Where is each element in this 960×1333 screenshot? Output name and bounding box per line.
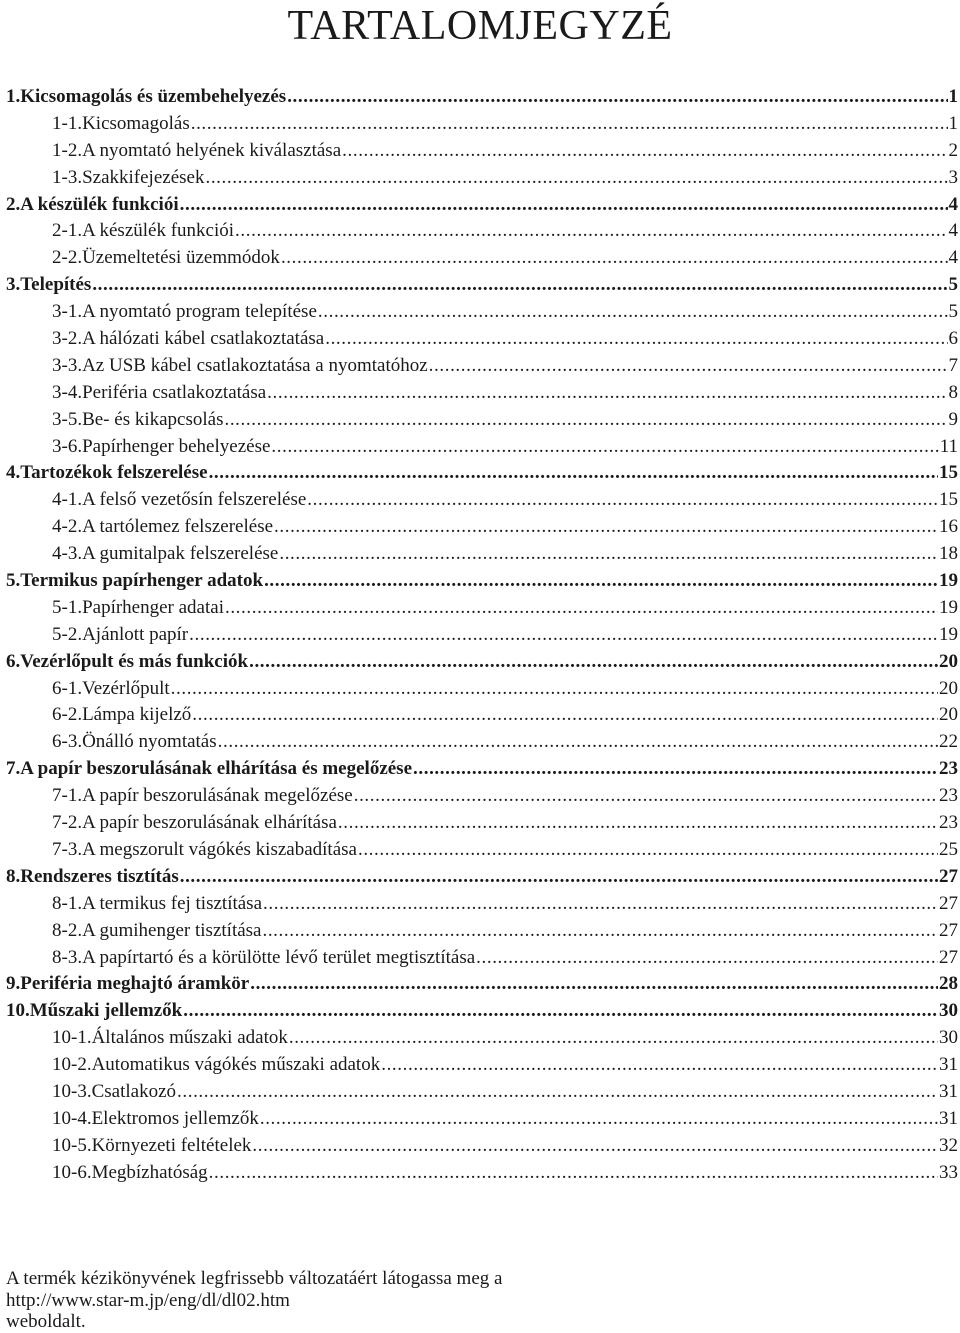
toc-section-row[interactable]	[6, 514, 958, 541]
toc-dot-leader	[318, 299, 948, 326]
toc-entry-number: 3-1.	[52, 301, 83, 323]
toc-dot-leader	[281, 245, 948, 272]
toc-entry-label: Műszaki jellemzők	[29, 1000, 183, 1022]
toc-dot-leader	[92, 272, 947, 299]
footer-line-1: A termék kézikönyvének legfrissebb változatáért látogassa meg a	[6, 1268, 503, 1289]
toc-entry-number: 5-1.	[52, 596, 83, 618]
footer-line-3: weboldalt.	[6, 1311, 86, 1333]
toc-section-row[interactable]	[6, 541, 958, 568]
toc-chapter-row[interactable]	[6, 998, 958, 1025]
toc-page-number: 8	[948, 381, 958, 403]
toc-entry-number: 4-3.	[52, 543, 83, 565]
toc-dot-leader	[189, 622, 938, 649]
toc-dot-leader	[271, 434, 938, 461]
toc-entry-label: Termikus papírhenger adatok	[20, 570, 264, 592]
toc-section-row[interactable]	[6, 487, 958, 514]
toc-chapter-row[interactable]	[6, 971, 958, 998]
toc-page-number: 30	[939, 1000, 958, 1022]
toc-entry-number: 6-2.	[52, 704, 83, 726]
toc-page-number: 19	[939, 623, 958, 645]
toc-section-row[interactable]	[6, 837, 958, 864]
toc-dot-leader	[180, 192, 948, 219]
toc-section-row[interactable]	[6, 299, 958, 326]
toc-entry-number: 7-3.	[52, 838, 83, 860]
toc-dot-leader	[274, 514, 938, 541]
toc-section-row[interactable]	[6, 622, 958, 649]
toc-page-number: 23	[939, 812, 958, 834]
toc-dot-leader	[235, 218, 947, 245]
toc-page-number: 6	[948, 328, 958, 350]
toc-entry-number: 5.	[6, 570, 21, 592]
toc-page-number: 33	[939, 1161, 958, 1183]
toc-page-number: 5	[948, 274, 958, 296]
toc-page-number: 23	[939, 758, 958, 780]
toc-entry-label: Szakkifejezések	[82, 166, 205, 188]
toc-dot-leader	[218, 729, 938, 756]
toc-page-number: 1	[948, 112, 958, 134]
toc-entry-label: Automatikus vágókés műszaki adatok	[91, 1054, 381, 1076]
toc-page-number: 27	[939, 865, 958, 887]
toc-dot-leader	[354, 783, 938, 810]
toc-entry-number: 8-1.	[52, 892, 83, 914]
toc-entry-number: 7.	[6, 758, 21, 780]
toc-page-number: 9	[948, 408, 958, 430]
toc-dot-leader	[250, 971, 938, 998]
toc-section-row[interactable]	[6, 165, 958, 192]
toc-dot-leader	[338, 810, 938, 837]
toc-chapter-row[interactable]	[6, 756, 958, 783]
toc-entry-label: Általános műszaki adatok	[91, 1027, 288, 1049]
toc-entry-label: A nyomtató program telepítése	[82, 301, 317, 323]
toc-page-number: 20	[939, 704, 958, 726]
footer-note	[6, 1268, 502, 1333]
toc-section-row[interactable]	[6, 380, 958, 407]
toc-chapter-row[interactable]	[6, 460, 958, 487]
toc-section-row[interactable]	[6, 1079, 958, 1106]
toc-dot-leader	[191, 111, 948, 138]
toc-entry-label: Vezérlőpult és más funkciók	[20, 650, 249, 672]
toc-page-number: 1	[948, 86, 958, 107]
toc-entry-number: 1.	[6, 86, 21, 107]
toc-section-row[interactable]	[6, 1133, 958, 1160]
toc-dot-leader	[264, 568, 938, 595]
toc-entry-label: A hálózati kábel csatlakoztatása	[82, 328, 325, 350]
toc-entry-number: 4-2.	[52, 516, 83, 538]
toc-entry-label: Tartozékok felszerelése	[20, 462, 208, 484]
toc-entry-label: Periféria csatlakoztatása	[82, 381, 267, 403]
toc-section-row[interactable]	[6, 918, 958, 945]
toc-entry-label: Csatlakozó	[91, 1080, 177, 1102]
toc-entry-label: Kicsomagolás és üzembehelyezés	[20, 86, 287, 107]
toc-entry-number: 1-3.	[52, 166, 83, 188]
toc-entry-number: 6-3.	[52, 731, 83, 753]
toc-entry-number: 10-3.	[52, 1080, 92, 1102]
toc-page-number: 4	[948, 193, 958, 215]
toc-section-row[interactable]	[6, 111, 958, 138]
toc-entry-label: Környezeti feltételek	[91, 1134, 252, 1156]
toc-section-row[interactable]	[6, 810, 958, 837]
toc-page-number: 20	[939, 650, 958, 672]
toc-entry-number: 8-3.	[52, 946, 83, 968]
toc-dot-leader	[252, 1133, 938, 1160]
toc-page-number: 2	[948, 139, 958, 161]
toc-entry-number: 10-4.	[52, 1107, 92, 1129]
toc-entry-label: A papír beszorulásának elhárítása és megelőzése	[20, 758, 413, 780]
toc-entry-label: A gumitalpak felszerelése	[82, 543, 279, 565]
toc-entry-number: 5-2.	[52, 623, 83, 645]
toc-entry-label: Elektromos jellemzők	[91, 1107, 259, 1129]
toc-dot-leader	[429, 353, 948, 380]
toc-entry-number: 10-5.	[52, 1134, 92, 1156]
toc-page-number: 31	[939, 1107, 958, 1129]
toc-entry-label: Az USB kábel csatlakoztatása a nyomtatóhoz	[82, 354, 428, 376]
toc-dot-leader	[180, 864, 938, 891]
toc-section-row[interactable]	[6, 245, 958, 272]
toc-entry-number: 7-2.	[52, 812, 83, 834]
toc-entry-label: Periféria meghajtó áramkör	[20, 973, 250, 995]
toc-page-number: 23	[939, 785, 958, 807]
toc-dot-leader	[262, 918, 938, 945]
toc-entry-number: 6.	[6, 650, 21, 672]
toc-entry-number: 1-1.	[52, 112, 83, 134]
toc-entry-label: A tartólemez felszerelése	[82, 516, 274, 538]
toc-entry-label: A megszorult vágókés kiszabadítása	[82, 838, 357, 860]
toc-entry-label: Vezérlőpult	[82, 677, 170, 699]
toc-dot-leader	[413, 756, 938, 783]
toc-entry-number: 3-3.	[52, 354, 83, 376]
toc-page-number: 27	[939, 919, 958, 941]
toc-page-number: 18	[939, 543, 958, 565]
toc-entry-number: 10-6.	[52, 1161, 92, 1183]
toc-entry-label: Telepítés	[20, 274, 92, 296]
toc-page-number: 11	[939, 435, 958, 457]
toc-entry-number: 3-6.	[52, 435, 83, 457]
toc-entry-number: 3.	[6, 274, 21, 296]
toc-entry-label: A termikus fej tisztítása	[82, 892, 263, 914]
toc-page-number: 27	[939, 892, 958, 914]
toc-entry-number: 3-2.	[52, 328, 83, 350]
toc-entry-number: 2.	[6, 193, 21, 215]
toc-entry-label: Üzemeltetési üzemmódok	[82, 247, 280, 269]
toc-entry-label: A papír beszorulásának megelőzése	[82, 785, 353, 807]
toc-page-number: 7	[948, 354, 958, 376]
toc-entry-number: 8.	[6, 865, 21, 887]
toc-page-number: 4	[948, 247, 958, 269]
toc-section-row[interactable]	[6, 326, 958, 353]
toc-dot-leader	[263, 891, 938, 918]
toc-page-number: 19	[939, 570, 958, 592]
toc-dot-leader	[209, 1160, 938, 1187]
toc-chapter-row[interactable]	[6, 568, 958, 595]
toc-dot-leader	[249, 649, 938, 676]
toc-section-row[interactable]	[6, 702, 958, 729]
toc-entry-label: A nyomtató helyének kiválasztása	[82, 139, 342, 161]
toc-page-number: 5	[948, 301, 958, 323]
toc-page-number: 27	[939, 946, 958, 968]
toc-entry-label: Kicsomagolás	[82, 112, 190, 134]
toc-chapter-row[interactable]	[6, 192, 958, 219]
toc-dot-leader	[209, 460, 938, 487]
toc-page-number: 19	[939, 596, 958, 618]
toc-section-row[interactable]	[6, 595, 958, 622]
toc-entry-number: 8-2.	[52, 919, 83, 941]
toc-chapter-row[interactable]	[6, 84, 958, 111]
toc-entry-number: 4.	[6, 462, 21, 484]
toc-entry-label: Megbízhatóság	[91, 1161, 208, 1183]
toc-dot-leader	[279, 541, 938, 568]
toc-section-row[interactable]	[6, 891, 958, 918]
toc-entry-number: 10.	[6, 1000, 30, 1022]
toc-entry-number: 1-2.	[52, 139, 83, 161]
toc-entry-label: A papír beszorulásának elhárítása	[82, 812, 337, 834]
toc-dot-leader	[289, 1025, 938, 1052]
toc-entry-number: 4-1.	[52, 489, 83, 511]
toc-dot-leader	[224, 407, 947, 434]
page-title: TARTALOMJEGYZÉ	[287, 3, 673, 49]
toc-entry-label: Ajánlott papír	[82, 623, 189, 645]
toc-page-number: 25	[939, 838, 958, 860]
toc-section-row[interactable]	[6, 1160, 958, 1187]
toc-section-row[interactable]	[6, 434, 958, 461]
toc-page-number: 30	[939, 1027, 958, 1049]
toc-entry-label: A gumihenger tisztítása	[82, 919, 262, 941]
toc-page-number: 31	[939, 1080, 958, 1102]
toc-dot-leader	[381, 1052, 938, 1079]
toc-section-row[interactable]	[6, 353, 958, 380]
toc-page-number: 32	[939, 1134, 958, 1156]
toc-entry-number: 6-1.	[52, 677, 83, 699]
toc-entry-number: 2-2.	[52, 247, 83, 269]
toc-chapter-row[interactable]	[6, 272, 958, 299]
toc-dot-leader	[205, 165, 947, 192]
table-of-contents	[6, 84, 958, 1187]
toc-section-row[interactable]	[6, 138, 958, 165]
toc-dot-leader	[177, 1079, 938, 1106]
toc-page-number: 15	[939, 489, 958, 511]
toc-dot-leader	[342, 138, 947, 165]
toc-entry-number: 10-1.	[52, 1027, 92, 1049]
toc-section-row[interactable]	[6, 407, 958, 434]
toc-dot-leader	[192, 702, 938, 729]
toc-entry-label: Rendszeres tisztítás	[20, 865, 179, 887]
toc-entry-label: Be- és kikapcsolás	[82, 408, 224, 430]
toc-page-number: 4	[948, 220, 958, 242]
toc-entry-number: 9.	[6, 973, 21, 995]
toc-entry-number: 10-2.	[52, 1054, 92, 1076]
toc-page-number: 16	[939, 516, 958, 538]
toc-section-row[interactable]	[6, 729, 958, 756]
toc-entry-number: 3-4.	[52, 381, 83, 403]
toc-section-row[interactable]	[6, 676, 958, 703]
toc-entry-label: Papírhenger adatai	[82, 596, 224, 618]
toc-entry-label: Lámpa kijelző	[82, 704, 192, 726]
toc-dot-leader	[307, 487, 938, 514]
toc-dot-leader	[358, 837, 938, 864]
toc-section-row[interactable]	[6, 1052, 958, 1079]
toc-section-row[interactable]	[6, 783, 958, 810]
toc-page-number: 28	[939, 973, 958, 995]
toc-page-number: 3	[948, 166, 958, 188]
toc-entry-number: 3-5.	[52, 408, 83, 430]
toc-dot-leader	[183, 998, 938, 1025]
toc-dot-leader	[260, 1106, 938, 1133]
toc-chapter-row[interactable]	[6, 864, 958, 891]
toc-chapter-row[interactable]	[6, 649, 958, 676]
toc-entry-label: A papírtartó és a körülötte lévő terület megtisztítása	[82, 946, 476, 968]
toc-dot-leader	[171, 676, 938, 703]
footer-url[interactable]: http://www.star-m.jp/eng/dl/dl02.htm	[6, 1289, 290, 1311]
toc-dot-leader	[287, 84, 947, 111]
toc-page-number: 22	[939, 731, 958, 753]
toc-page-number: 15	[939, 462, 958, 484]
toc-entry-number: 7-1.	[52, 785, 83, 807]
toc-entry-label: Önálló nyomtatás	[82, 731, 217, 753]
toc-page-number: 20	[939, 677, 958, 699]
toc-entry-number: 2-1.	[52, 220, 83, 242]
toc-page-number: 31	[939, 1054, 958, 1076]
toc-section-row[interactable]	[6, 1106, 958, 1133]
toc-dot-leader	[476, 945, 938, 972]
toc-entry-label: A készülék funkciói	[20, 193, 179, 215]
toc-section-row[interactable]	[6, 945, 958, 972]
toc-dot-leader	[325, 326, 947, 353]
toc-entry-label: A felső vezetősín felszerelése	[82, 489, 307, 511]
toc-dot-leader	[267, 380, 947, 407]
toc-entry-label: A készülék funkciói	[82, 220, 235, 242]
toc-dot-leader	[225, 595, 938, 622]
toc-entry-label: Papírhenger behelyezése	[82, 435, 271, 457]
toc-section-row[interactable]	[6, 1025, 958, 1052]
toc-section-row[interactable]	[6, 218, 958, 245]
